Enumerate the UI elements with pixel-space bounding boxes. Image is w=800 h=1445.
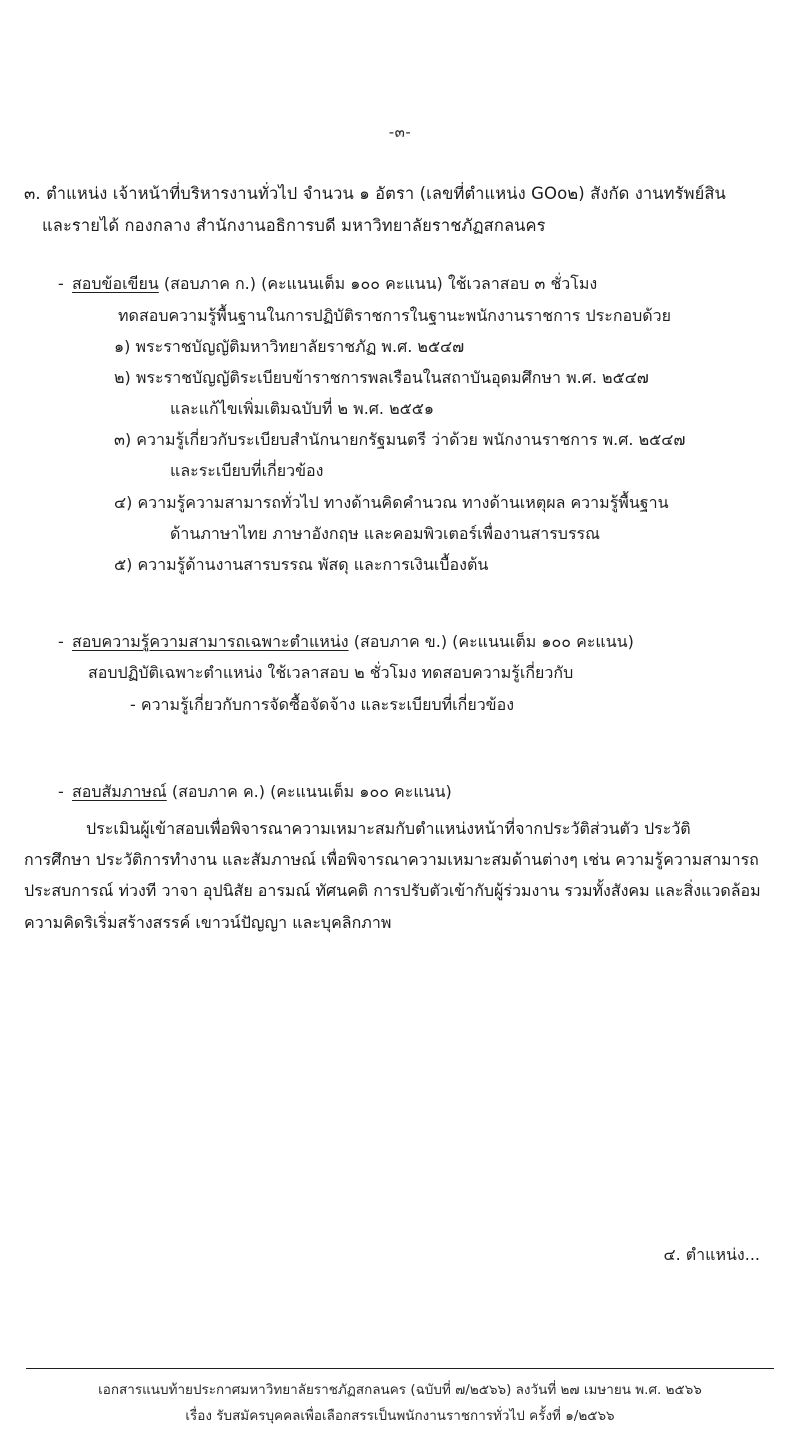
list-item-text: ๑) พระราชบัญญัติมหาวิทยาลัยราชภัฏ พ.ศ. ๒๕๔๗ [114,336,465,356]
section-specific-knowledge-title [58,626,774,657]
list-item [58,362,774,424]
section-interview [24,776,774,807]
interview-paragraph-line-1: ประเมินผู้เข้าสอบเพื่อพิจารณาความเหมาะสมกับตำแหน่งหน้าที่จากประวัติส่วนตัว ประวัติ [86,818,691,838]
dash-bullet-icon: - [58,274,64,294]
interview-paragraph-line-4: ความคิดริเริ่มสร้างสรรค์ เขาวน์ปัญญา และบุคลิกภาพ [24,912,392,932]
position-heading-line2: และรายได้ กองกลาง สำนักงานอธิการบดี มหาวิทยาลัยราชภัฏสกลนคร [42,216,546,236]
footer-line-1: เอกสารแนบท้ายประกาศมหาวิทยาลัยราชภัฏสกลนคร (ฉบับที่ ๗/๒๕๖๖) ลงวันที่ ๒๗ เมษายน พ.ศ. ๒๕๖๖ [98,1382,702,1398]
list-item-continuation: และแก้ไขเพิ่มเติมฉบับที่ ๒ พ.ศ. ๒๕๕๑ [170,399,435,419]
interview-paragraph [24,813,774,938]
section-written-exam-title-rest: (สอบภาค ก.) (คะแนนเต็ม ๑๐๐ คะแนน) ใช้เวลาสอบ ๓ ชั่วโมง [158,274,598,294]
interview-paragraph-line-2: การศึกษา ประวัติการทำงาน และสัมภาษณ์ เพื่อพิจารณาความเหมาะสมด้านต่างๆ เช่น ความรู้ความสามารถ [24,850,759,870]
section-specific-knowledge-title-rest: (สอบภาค ข.) (คะแนนเต็ม ๑๐๐ คะแนน) [348,632,634,652]
list-item-continuation: และระเบียบที่เกี่ยวข้อง [170,461,324,481]
section-interview-title [58,776,774,807]
dash-bullet-icon: - [58,781,64,801]
spacer [24,580,774,600]
written-exam-topic-list [58,331,774,581]
next-section-label: ๔. ตำแหน่ง... [663,1245,760,1264]
section-written-exam-title [58,268,774,299]
list-item-text: ๕) ความรู้ด้านงานสารบรรณ พัสดุ และการเงินเบื้องต้น [114,555,489,575]
section-written-exam-subtitle: ทดสอบความรู้พื้นฐานในการปฏิบัติราชการในฐานะพนักงานราชการ ประกอบด้วย [118,305,672,325]
list-item [58,549,774,580]
section-interview-title-rest: (สอบภาค ค.) (คะแนนเต็ม ๑๐๐ คะแนน) [166,781,452,801]
spacer [24,720,774,740]
section-written-exam [24,268,774,580]
list-item-text: ๓) ความรู้เกี่ยวกับระเบียบสำนักนายกรัฐมนตรี ว่าด้วย พนักงานราชการ พ.ศ. ๒๕๔๗ [114,430,686,450]
list-item-text: ๔) ความรู้ความสามารถทั่วไป ทางด้านคิดคำนวณ ทางด้านเหตุผล ความรู้พื้นฐาน [114,492,669,512]
dash-bullet-icon: - [58,632,64,652]
position-heading [24,178,774,242]
section-specific-knowledge-exam [24,626,774,720]
section-interview-title-underlined: สอบสัมภาษณ์ [72,781,167,801]
list-item [58,331,774,362]
section-specific-knowledge-title-underlined: สอบความรู้ความสามารถเฉพาะตำแหน่ง [72,632,349,652]
list-item [58,424,774,486]
section-specific-knowledge-subitem: - ความรู้เกี่ยวกับการจัดซื้อจัดจ้าง และระเบียบที่เกี่ยวข้อง [130,694,515,714]
list-item-text: ๒) พระราชบัญญัติระเบียบข้าราชการพลเรือนในสถาบันอุดมศึกษา พ.ศ. ๒๕๔๗ [114,367,649,387]
footer-divider [26,1368,774,1369]
page-number: -๓- [388,123,412,141]
footer-line-2: เรื่อง รับสมัครบุคคลเพื่อเลือกสรรเป็นพนักงานราชการทั่วไป ครั้งที่ ๑/๒๕๖๖ [185,1407,615,1424]
page-footer [0,1378,800,1429]
spacer [24,740,774,750]
section-written-exam-title-underlined: สอบข้อเขียน [72,274,159,294]
list-item-continuation: ด้านภาษาไทย ภาษาอังกฤษ และคอมพิวเตอร์เพื่องานสารบรรณ [170,523,600,543]
section-specific-knowledge-subtitle: สอบปฏิบัติเฉพาะตำแหน่ง ใช้เวลาสอบ ๒ ชั่วโมง ทดสอบความรู้เกี่ยวกับ [88,663,574,683]
document-body [0,178,800,938]
list-item [58,487,774,549]
position-heading-line1: ๓. ตำแหน่ง เจ้าหน้าที่บริหารงานทั่วไป จำนวน ๑ อัตรา (เลขที่ตำแหน่ง GOo๒) สังกัด งานทรัพย์สิน [24,184,726,203]
interview-paragraph-line-3: ประสบการณ์ ท่วงที วาจา อุปนิสัย อารมณ์ ทัศนคติ การปรับตัวเข้ากับผู้ร่วมงาน รวมทั้งสังคม และสิ่งแวดล้อม [24,881,761,901]
